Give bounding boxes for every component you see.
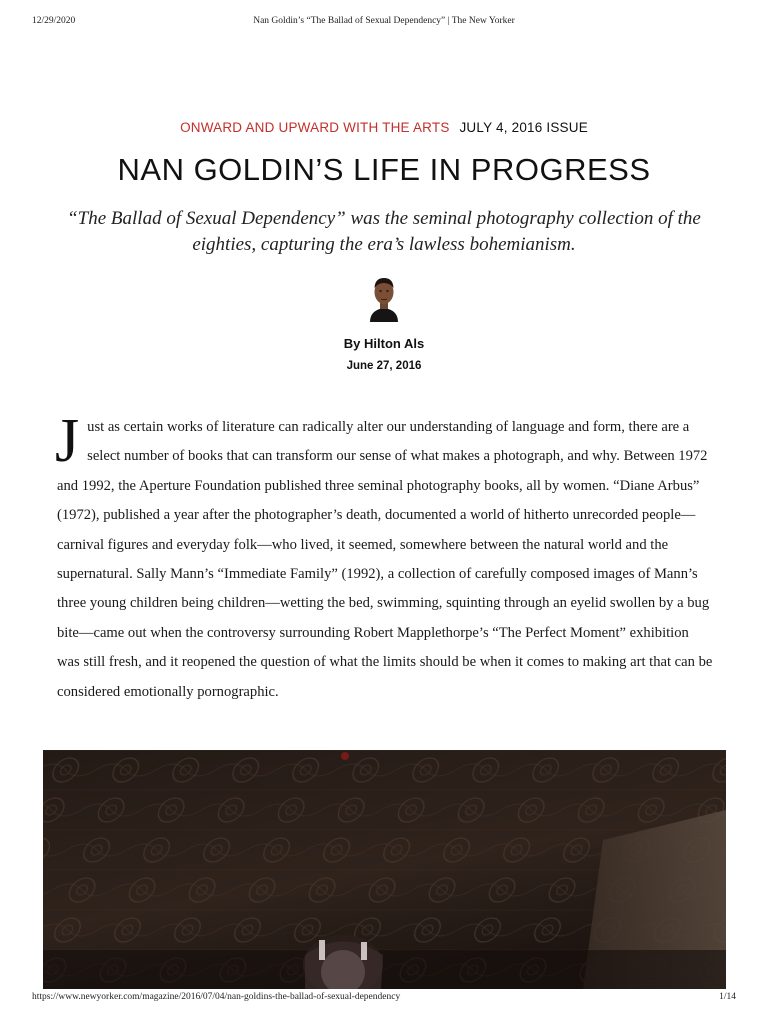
- body-paragraph-text: ust as certain works of literature can radically alter our understanding of language and form, there are a select number of books that can transform our sense of what makes a photograph, and why. Between 1972 and 1992, the Aperture Foundation published three seminal photography books, all by women. “Diane Arbus” (1972), published a year after the photographer’s death, documented a world of hitherto unrecorded people—carnival figures and everyday folk—who lived, it seemed, somewhere between the natural world and the supernatural. Sally Mann’s “Immediate Family” (1992), a collection of carefully composed images of Mann’s three young children being children—wetting the bed, swimming, squinting through an eyelid swollen by a bug bite—came out when the controversy surrounding Robert Mapplethorpe’s “The Perfect Moment” exhibition was still fresh, and it reopened the question of what the limits should be when it comes to making art that can be considered emotionally pornographic.: [57, 419, 713, 700]
- author-link[interactable]: Hilton Als: [364, 336, 425, 351]
- print-footer: [0, 992, 768, 1008]
- print-date: 12/29/2020: [32, 16, 76, 26]
- publication-date: June 27, 2016: [346, 360, 422, 372]
- rubric-line: [0, 120, 768, 135]
- author-avatar[interactable]: [364, 272, 404, 322]
- headline: NAN GOLDIN’S LIFE IN PROGRESS: [117, 152, 651, 187]
- byline: [0, 336, 768, 351]
- article-photo: [43, 750, 726, 989]
- print-document-title: Nan Goldin’s “The Ballad of Sexual Dependency” | The New Yorker: [253, 16, 515, 26]
- author-portrait-illustration: [364, 272, 404, 322]
- print-header: [0, 16, 768, 32]
- rubric-link[interactable]: ONWARD AND UPWARD WITH THE ARTS: [180, 120, 450, 135]
- page-number: 1/14: [719, 992, 736, 1002]
- dek: “The Ballad of Sexual Dependency” was the seminal photography collection of the eighties, capturing the era’s lawless bohemianism.: [67, 208, 701, 255]
- body-paragraph: [55, 407, 715, 707]
- article-body: [55, 407, 715, 707]
- drop-cap: J: [55, 407, 80, 475]
- print-url: https://www.newyorker.com/magazine/2016/07/04/nan-goldins-the-ballad-of-sexual-dependency: [32, 992, 401, 1002]
- byline-prefix: By: [343, 336, 361, 351]
- issue-link[interactable]: JULY 4, 2016 ISSUE: [459, 120, 588, 135]
